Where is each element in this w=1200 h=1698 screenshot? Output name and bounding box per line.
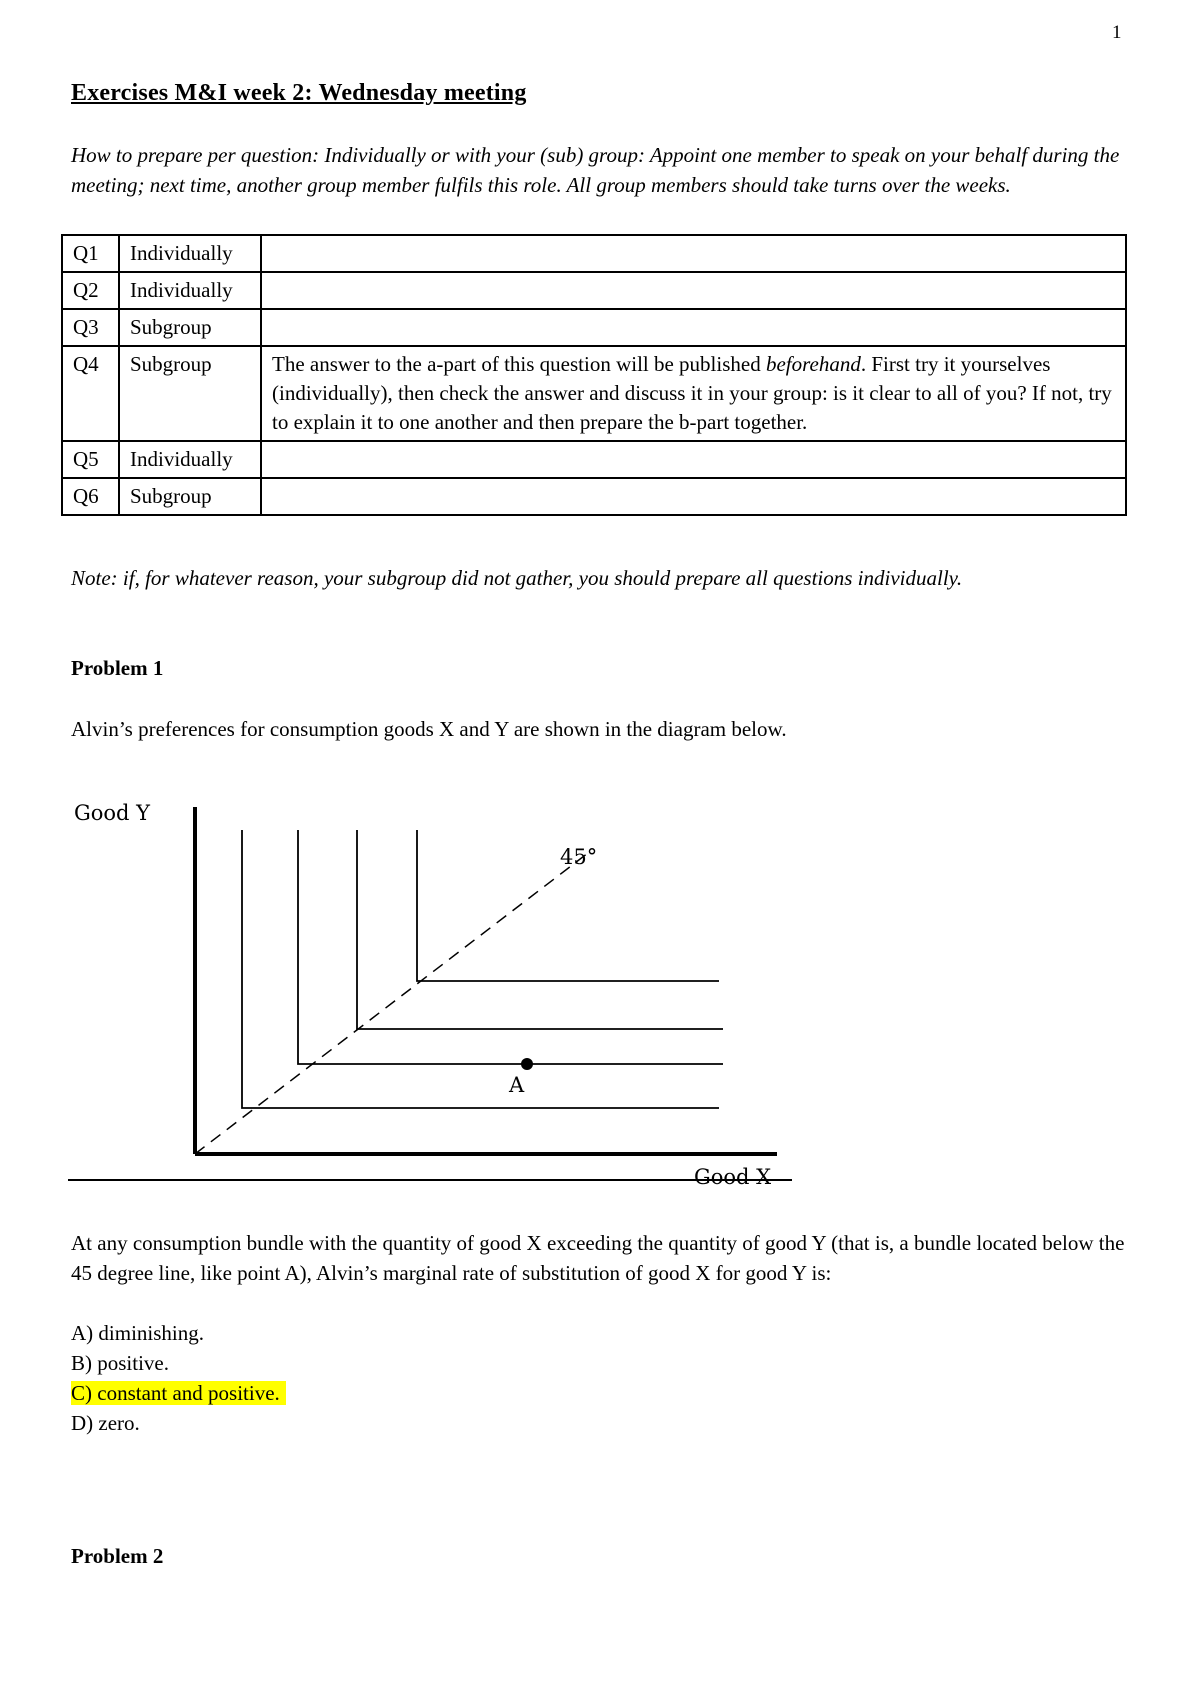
answer-option [71, 1348, 286, 1378]
x-axis-label: Good X [694, 1165, 772, 1189]
indifference-curve-1 [242, 830, 719, 1108]
option-text: D) zero. [71, 1411, 140, 1435]
problem-1-intro: Alvin’s preferences for consumption goods X and Y are shown in the diagram below. [71, 717, 787, 741]
table-row [62, 309, 1126, 346]
note-emphasis: beforehand [765, 352, 861, 376]
option-text: A) diminishing. [71, 1321, 205, 1345]
answer-option-highlighted [71, 1378, 286, 1408]
question-id: Q4 [62, 346, 119, 441]
answer-options [71, 1318, 286, 1438]
indifference-curve-3 [357, 830, 723, 1029]
preparation-mode: Individually [119, 441, 261, 478]
question-id: Q5 [62, 441, 119, 478]
preparation-note [261, 235, 1126, 272]
preparation-table [61, 234, 1127, 516]
note-text-before: The answer to the a-part of this question will be published [272, 352, 766, 376]
answer-option [71, 1408, 286, 1438]
table-row [62, 478, 1126, 515]
preparation-note [261, 478, 1126, 515]
individual-note: Note: if, for whatever reason, your subgroup did not gather, you should prepare all questions individually. [71, 566, 963, 590]
note-text-after: . First try it yourselves (individually), then check the answer and discuss it in your group: is it clear to all of you? If not, try to explain it to one another and then prepare the b-part together. [272, 352, 1112, 434]
question-id: Q1 [62, 235, 119, 272]
preparation-mode: Individually [119, 235, 261, 272]
preparation-note [261, 309, 1126, 346]
preparation-note [261, 272, 1126, 309]
preparation-mode: Subgroup [119, 478, 261, 515]
preparation-note [261, 346, 1126, 441]
preparation-mode: Subgroup [119, 346, 261, 441]
question-id: Q6 [62, 478, 119, 515]
table-row [62, 346, 1126, 441]
table-row [62, 441, 1126, 478]
page-number: 1 [1112, 22, 1122, 43]
forty-five-degree-label: 45° [560, 845, 598, 869]
table-row [62, 235, 1126, 272]
document-title: Exercises M&I week 2: Wednesday meeting [71, 80, 527, 106]
y-axis-label: Good Y [74, 801, 151, 825]
option-text: C) constant and positive. [71, 1381, 286, 1405]
preparation-instructions: How to prepare per question: Individually or with your (sub) group: Appoint one member to speak on your behalf during the meeting; next time, another group member fulfils this role. All group members should take turns over the weeks. [71, 143, 1120, 197]
problem-1-heading: Problem 1 [71, 656, 164, 680]
option-text: B) positive. [71, 1351, 169, 1375]
problem-2-heading: Problem 2 [71, 1544, 164, 1568]
table-row [62, 272, 1126, 309]
problem-1-question: At any consumption bundle with the quantity of good X exceeding the quantity of good Y (that is, a bundle located below the 45 degree line, like point A), Alvin’s marginal rate of substitution of good X for good Y is: [71, 1231, 1125, 1285]
preparation-mode: Subgroup [119, 309, 261, 346]
preparation-note [261, 441, 1126, 478]
answer-option [71, 1318, 286, 1348]
point-a-label: A [509, 1073, 525, 1097]
point-a-marker [521, 1058, 533, 1070]
indifference-curve-diagram [66, 790, 806, 1192]
preparation-mode: Individually [119, 272, 261, 309]
question-id: Q3 [62, 309, 119, 346]
question-id: Q2 [62, 272, 119, 309]
